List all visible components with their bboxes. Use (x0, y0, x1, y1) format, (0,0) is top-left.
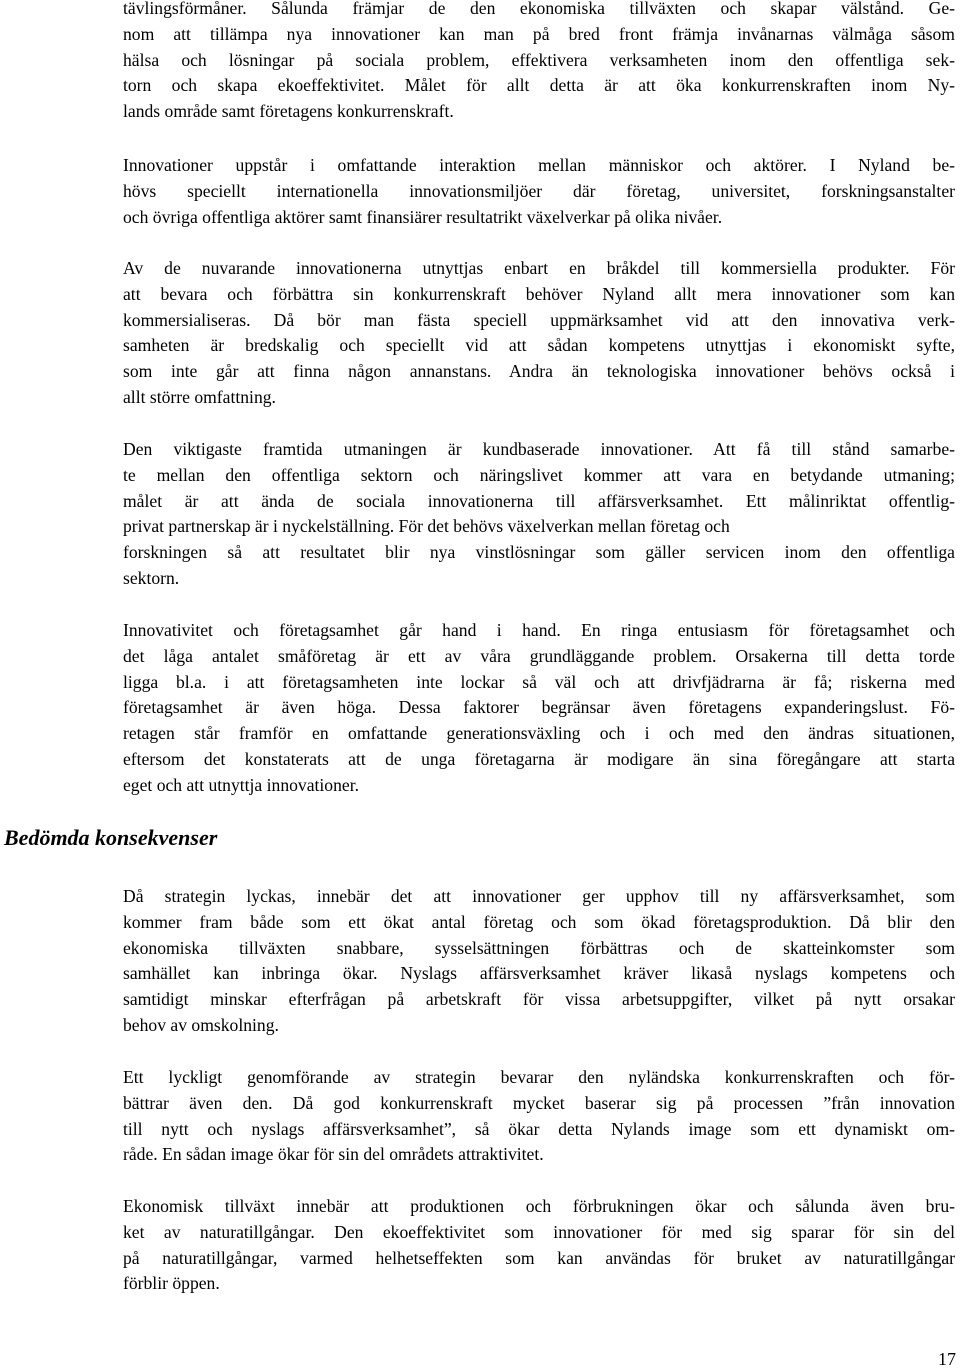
text-line: Innovativitet och företagsamhet går hand i hand. En ringa entusiasm för företagsamhet och (123, 620, 955, 640)
text-line: målet är att ända de sociala innovationerna till affärsverksamhet. Ett målinriktat offentlig- (123, 490, 955, 511)
text-line: samtidigt minskar efterfrågan på arbetskraft för vissa arbetsuppgifter, vilket på nytt orsakar (123, 989, 955, 1010)
text-line: privat partnerskap är i nyckelställning. För det behövs växelverkan mellan företag och (123, 516, 730, 537)
text-line: till nytt och nyslags affärsverksamhet”, så ökar detta Nylands image som ett dynamiskt om- (123, 1118, 955, 1139)
text-line: tävlingsförmåner. Sålunda främjar de den ekonomiska tillväxten och skapar välstånd. Ge- (123, 0, 955, 18)
page-number: 17 (938, 1349, 956, 1369)
text-line: te mellan den offentliga sektorn och näringslivet kommer att vara en betydande utmaning; (123, 464, 955, 485)
text-line: ligga bl.a. i att företagsamheten inte lockar så väl och att drivfjädrarna är få; riskerna med (123, 671, 955, 692)
text-line: retagen står framför en omfattande generationsväxling och i och med den ändras situationen, (123, 723, 955, 744)
text-line: samheten är bredskalig och speciellt vid att sådan kompetens utnyttjas i ekonomiskt syfte, (123, 335, 955, 356)
text-line: att bevara och förbättra sin konkurrenskraft behöver Nyland allt mera innovationer som kan (123, 283, 955, 304)
paragraph-4 (123, 437, 955, 592)
text-line: lands område samt företagens konkurrenskraft. (123, 101, 454, 122)
paragraph-8 (123, 1194, 955, 1297)
text-line: som inte går att finna någon annanstans. Andra än teknologiska innovationer behövs också i (123, 361, 955, 382)
text-line: Då strategin lyckas, innebär det att innovationer ger upphov till ny affärsverksamhet, som (123, 886, 955, 906)
text-line: kommersialiseras. Då bör man fästa speciell uppmärksamhet vid att den innovativa verk- (123, 309, 955, 330)
text-line: det låga antalet småföretag är ett av våra grundläggande problem. Orsakerna till detta torde (123, 645, 955, 666)
paragraph-1 (123, 0, 955, 125)
text-line: och övriga offentliga aktörer samt finansiärer resultatrikt växelverkar på olika nivåer. (123, 206, 723, 227)
text-line: allt större omfattning. (123, 386, 276, 407)
text-line: eftersom det konstaterats att de unga företagarna är modigare än sina föregångare att starta (123, 748, 955, 769)
text-line: bättrar även den. Då god konkurrenskraft mycket baserar sig på processen ”från innovation (123, 1092, 955, 1113)
paragraph-3 (123, 256, 955, 411)
text-line: Den viktigaste framtida utmaningen är kundbaserade innovationer. Att få till stånd samarbe- (123, 439, 955, 459)
paragraph-5 (123, 618, 955, 799)
section-heading: Bedömda konsekvenser (4, 825, 218, 850)
paragraph-2 (123, 153, 955, 230)
text-line: hövs speciellt internationella innovationsmiljöer där företag, universitet, forskningsanstalter (123, 180, 955, 201)
text-line: råde. En sådan image ökar för sin del områdets attraktivitet. (123, 1144, 544, 1165)
text-line: forskningen så att resultatet blir nya vinstlösningar som gäller servicen inom den offentliga (123, 542, 955, 563)
text-line: ekonomiska tillväxten snabbare, sysselsättningen förbättras och de skatteinkomster som (123, 937, 955, 958)
text-line: Innovationer uppstår i omfattande interaktion mellan människor och aktörer. I Nyland be- (123, 155, 955, 175)
text-line: eget och att utnyttja innovationer. (123, 774, 359, 795)
text-line: förblir öppen. (123, 1273, 220, 1294)
text-line: kommer fram både som ett ökat antal företag och som ökad företagsproduktion. Då blir den (123, 911, 955, 932)
text-line: hälsa och lösningar på sociala problem, effektivera verksamheten inom den offentliga sek- (123, 49, 955, 70)
text-line: ket av naturatillgångar. Den ekoeffektivitet som innovationer för med sig sparar för sin del (123, 1221, 955, 1242)
text-line: Ekonomisk tillväxt innebär att produktionen och förbrukningen ökar och sålunda även bru- (123, 1196, 955, 1216)
text-line: samhället kan inbringa ökar. Nyslags affärsverksamhet kräver likaså nyslags kompetens och (123, 963, 955, 984)
text-line: behov av omskolning. (123, 1014, 279, 1035)
text-line: nom att tillämpa nya innovationer kan man på bred front främja invånarnas välmåga såsom (123, 23, 955, 44)
paragraph-6 (123, 884, 955, 1039)
text-line: Av de nuvarande innovationerna utnyttjas enbart en bråkdel till kommersiella produkter. För (123, 258, 955, 278)
text-line: Ett lyckligt genomförande av strategin bevarar den nyländska konkurrenskraften och för- (123, 1067, 955, 1087)
text-line: företagsamhet är även höga. Dessa faktorer begränsar även företagens expanderingslust. Fö- (123, 697, 955, 718)
text-line: sektorn. (123, 567, 180, 588)
text-line: torn och skapa ekoeffektivitet. Målet för allt detta är att öka konkurrenskraften inom Ny- (123, 75, 955, 96)
text-line: på naturatillgångar, varmed helhetseffekten som kan användas för bruket av naturatillgångar (123, 1247, 955, 1268)
paragraph-7 (123, 1065, 955, 1168)
